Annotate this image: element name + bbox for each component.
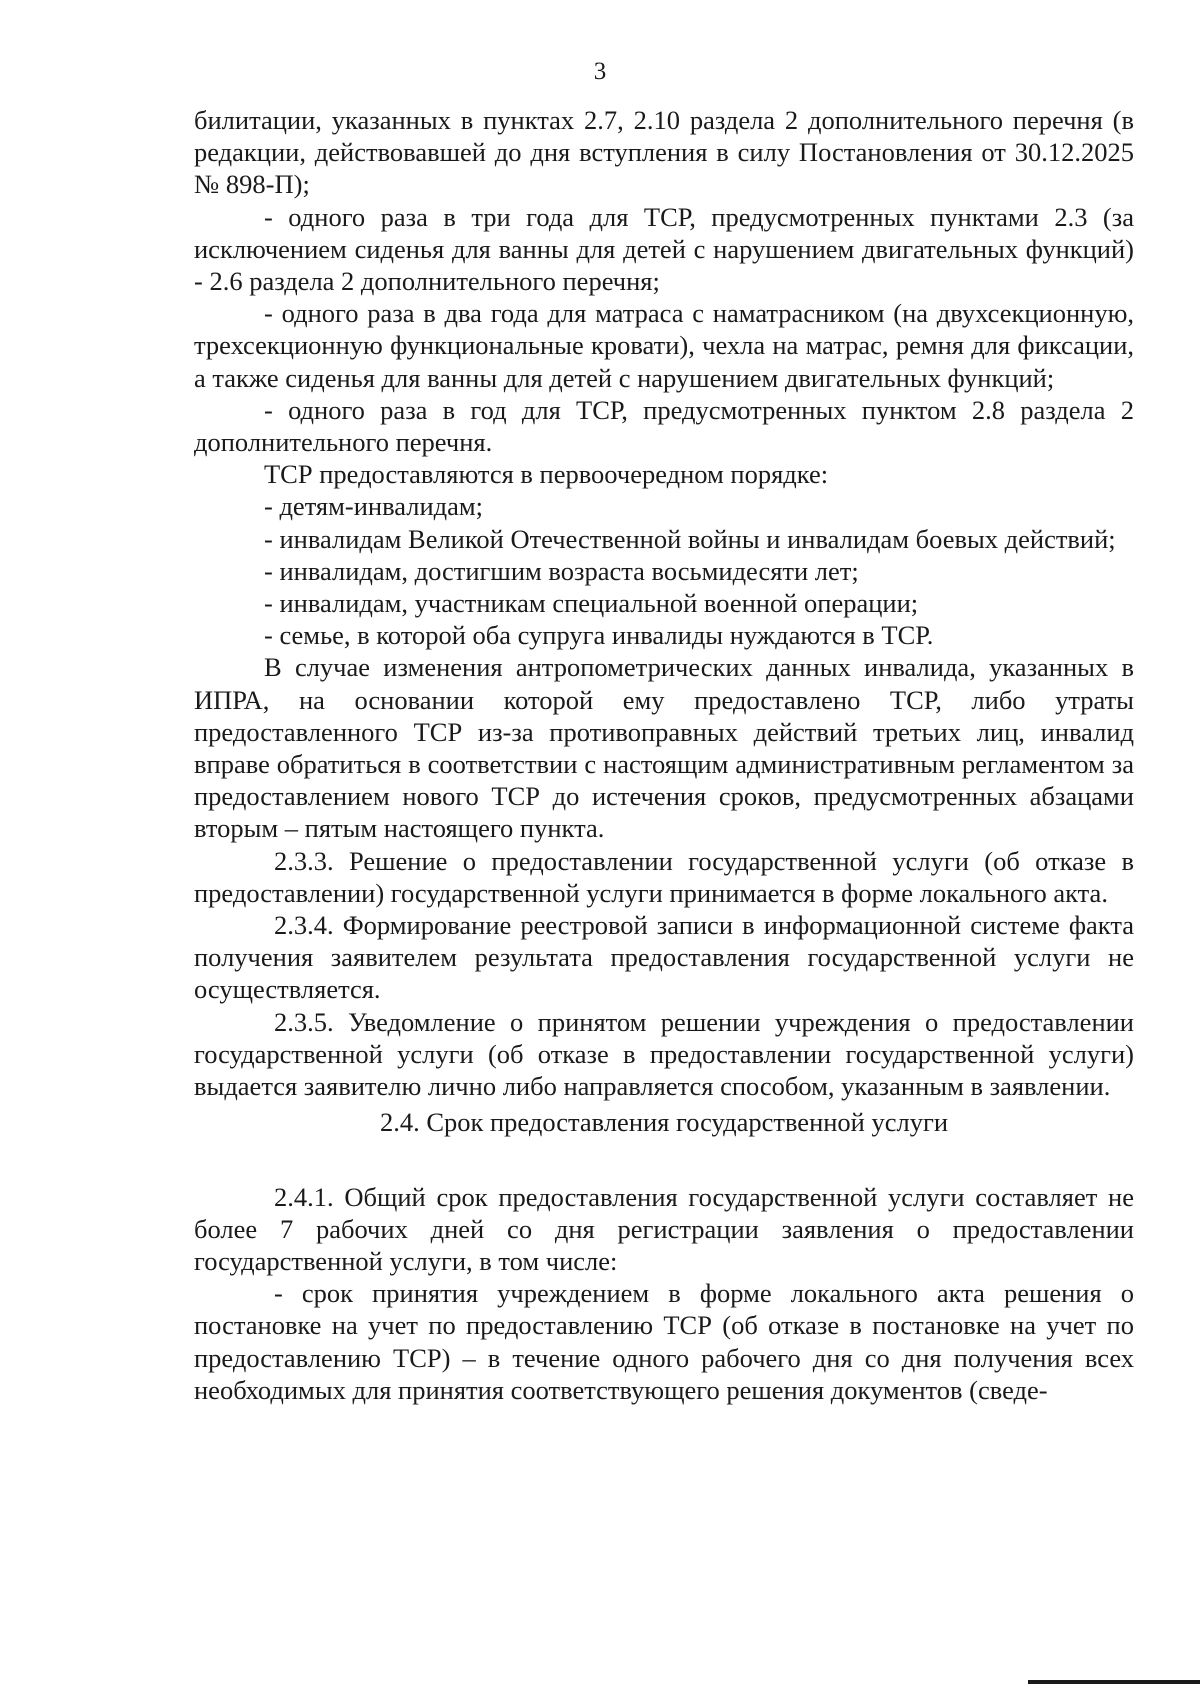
paragraph-2-4-1: 2.4.1. Общий срок предоставления государственной услуги составляет не более 7 рабочих дней со дня регистрации заявления о предоставлении государственной услуги, в том числе: (194, 1181, 1134, 1276)
paragraph-continuation: билитации, указанных в пунктах 2.7, 2.10 раздела 2 дополнительного перечня (в редакции, действовавшей до дня вступления в силу Постановления от 30.12.2025 № 898-П); (194, 105, 1134, 200)
paragraph-priority-intro: ТСР предоставляются в первоочередном порядке: (264, 459, 829, 490)
document-body (194, 104, 1134, 1406)
paragraph-2-3-4: 2.3.4. Формирование реестровой записи в информационной системе факта получения заявителем результата предоставления государственной услуги не осуществляется. (194, 910, 1134, 1005)
list-item-family: - семье, в которой оба супруга инвалиды нуждаются в ТСР. (264, 620, 934, 651)
list-item-eighty: - инвалидам, достигшим возраста восьмидесяти лет; (264, 555, 859, 586)
list-item-children: - детям-инвалидам; (264, 491, 484, 522)
section-heading: 2.4. Срок предоставления государственной услуги (379, 1107, 949, 1138)
page-number: 3 (593, 58, 607, 85)
paragraph-term-decision: - срок принятия учреждением в форме локального акта решения о постановке на учет по предоставлению ТСР (об отказе в постановке на учет по предоставлению ТСР) – в течение одного рабочего дня со дня получения всех необходимых для принятия соответствующего решения документов (сведе- (194, 1278, 1134, 1405)
list-item-svo: - инвалидам, участникам специальной военной операции; (264, 588, 919, 619)
paragraph-2-3-3: 2.3.3. Решение о предоставлении государственной услуги (об отказе в предоставлении) государственной услуги принимается в форме локального акта. (194, 845, 1134, 908)
paragraph-2-3-5: 2.3.5. Уведомление о принятом решении учреждения о предоставлении государственной услуги (об отказе в предоставлении государственной услуги) выдается заявителю лично либо направляется способом, указанным в заявлении. (194, 1006, 1134, 1102)
paragraph-one-year: - одного раза в год для ТСР, предусмотренных пунктом 2.8 раздела 2 дополнительного перечня. (194, 394, 1134, 458)
paragraph-two-years: - одного раза в два года для матраса с наматрасником (на двухсекционную, трехсекционную функциональные кровати), чехла на матрас, ремня для фиксации, а также сиденья для ванны для детей с нарушением двигательных функций; (194, 298, 1134, 393)
paragraph-three-years: - одного раза в три года для ТСР, предусмотренных пунктами 2.3 (за исключением сиденья для ванны для детей с нарушением двигательных функций) - 2.6 раздела 2 дополнительного перечня; (194, 201, 1134, 297)
paragraph-anthropometric: В случае изменения антропометрических данных инвалида, указанных в ИПРА, на основании которой ему предоставлено ТСР, либо утраты предоставленного ТСР из-за противоправных действий третьих лиц, инвалид вправе обратиться в соответствии с настоящим административным регламентом за предоставлением нового ТСР до истечения сроков, предусмотренных абзацами вторым – пятым настоящего пункта. (194, 652, 1134, 844)
list-item-veterans: - инвалидам Великой Отечественной войны и инвалидам боевых действий; (264, 523, 1116, 554)
bottom-scan-line (1028, 1680, 1200, 1684)
